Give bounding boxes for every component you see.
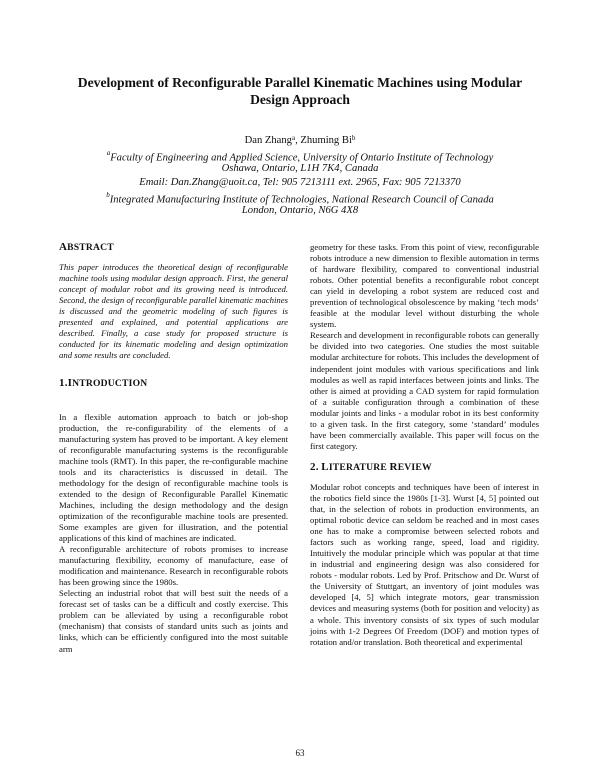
author-2: Zhuming Bi (300, 135, 352, 146)
affiliation-b-mark: b (106, 191, 110, 199)
page-number: 63 (295, 748, 305, 758)
affiliation-a-line-2: Oshawa, Ontario, L1H 7K4, Canada (221, 163, 379, 174)
affiliation-b-line-1: $^b$Integrated Manufacturing Institute of Technologies, National Research Council of Canada (106, 191, 494, 206)
abstract-text: This paper introduces the theoretical design of reconfigurable machine tools using modular design approach. First, the general concept of modular robot and its growing need is introduced. Second, the design of reconfigurable parallel kinematic machines is discussed and the geometric modeling of such figures is presented and explained, and potential applications are described. Finally, a case study for proposed structure is conducted for its kinematic modeling and design optimization and some results are concluded. (59, 262, 288, 361)
intro-paragraph-3: Selecting an industrial robot that will best suit the needs of a forecast set of tasks can be a difficult and costly exercise. This problem can be alleviated by using a reconfigurable robot (mechanism) that consists of standard units such as joints and links, which can be efficiently configured into the most suitable arm (59, 588, 288, 654)
section-2-heading: 2. LITERATURE REVIEW (310, 460, 432, 473)
paper-title (50, 74, 550, 108)
author-separator: , (295, 135, 301, 146)
title-line-1: Development of Reconfigurable Parallel Kinematic Machines using Modular (77, 75, 523, 90)
intro-paragraph-5: Research and development in reconfigurable robots can generally be divided into two categories. One studies the most suitable modular architecture for robots. This includes the development of independent joint modules with various specifications and link modules as well as rapid interfaces between joints and links. The other is aimed at providing a CAD system for rapid formulation of a suitable configuration through a combination of these modular joints and links - a modular robot in its best conformity to a given task. In the first category, some ‘standard’ modules have been commercially available. This paper will focus on the first category. (310, 330, 539, 451)
intro-paragraph-1: In a flexible automation approach to batch or job-shop production, the re-configurability of the elements of a manufacturing system has proved to be important. A key element of reconfigurable manufacturing systems is the reconfigurable machine tools (RMT). In this paper, the re-configurable machine tools and its characteristics is discussed in detail. The methodology for the design of reconfigurable machine tools is extended to the design of Reconfigurable Parallel Kinematic Machines, including the design methodology and the design optimization of the reconfigurable machine tools are presented. Some examples are given for illustration, and the potential applications of this kind of machines are indicated. (59, 411, 288, 544)
intro-paragraph-4: geometry for these tasks. From this point of view, reconfigurable robots introduce a new dimension to flexible automation in terms of hardware flexibility, compared to conventional industrial robots. Other potential benefits a reconfigurable robot concept can yield in developing a robot system are reduced cost and prevention of technological obsolescence by making ‘tech mods’ feasible at the modular level without disturbing the whole system. (310, 242, 539, 330)
literature-paragraph-1: Modular robot concepts and techniques have been of interest in the robotics field since the 1980s [1-3]. Wurst [4, 5] pointed out that, in the selection of robots in production environments, an optimal robotic device can seldom be reached and in most cases one has to make a compromise between selected robots and factors such as working range, speed, load and rigidity. Intuitively the modular principle which was popular at that time in industrial and engineering design was also considered for robots - modular robots. Led by Prof. Pritschow and Dr. Wurst of the University of Stuttgart, an inventory of joint modules was developed [4, 5] which integrate motors, gear transmission devices and measuring systems (both for position and velocity) as a whole. This inventory consists of six types of such modular joins with 1-2 Degrees Of Freedom (DOF) and motion types of rotation and/or translation. Both theoretical and experimental (310, 481, 539, 647)
section-1-heading: 1.INTRODUCTION (59, 377, 148, 390)
intro-paragraph-2: A reconfigurable architecture of robots promises to increase manufacturing flexibility, economy of manufacture, ease of modification and maintenance. Research in reconfigurable robots has been growing since the 1980s. (59, 544, 288, 588)
contact-line: Email: Dan.Zhang@uoit.ca, Tel: 905 7213111 ext. 2965, Fax: 905 7213370 (139, 177, 461, 188)
title-line-2: Design Approach (250, 92, 350, 107)
affiliation-a-line-1: $^a$Faculty of Engineering and Applied Science, University of Ontario Institute of Technology (106, 149, 494, 164)
affiliation-a-mark: a (106, 149, 111, 157)
affiliation-b-line-2: London, Ontario, N6G 4X8 (241, 205, 359, 216)
author-1: Dan Zhang (244, 135, 292, 146)
author-1-affil-mark: a (291, 134, 296, 142)
right-column (310, 242, 539, 648)
author-2-affil-mark: b (351, 134, 356, 142)
left-column (59, 242, 288, 655)
abstract-heading: ABSTRACT (59, 241, 114, 253)
author-list (40, 134, 560, 147)
